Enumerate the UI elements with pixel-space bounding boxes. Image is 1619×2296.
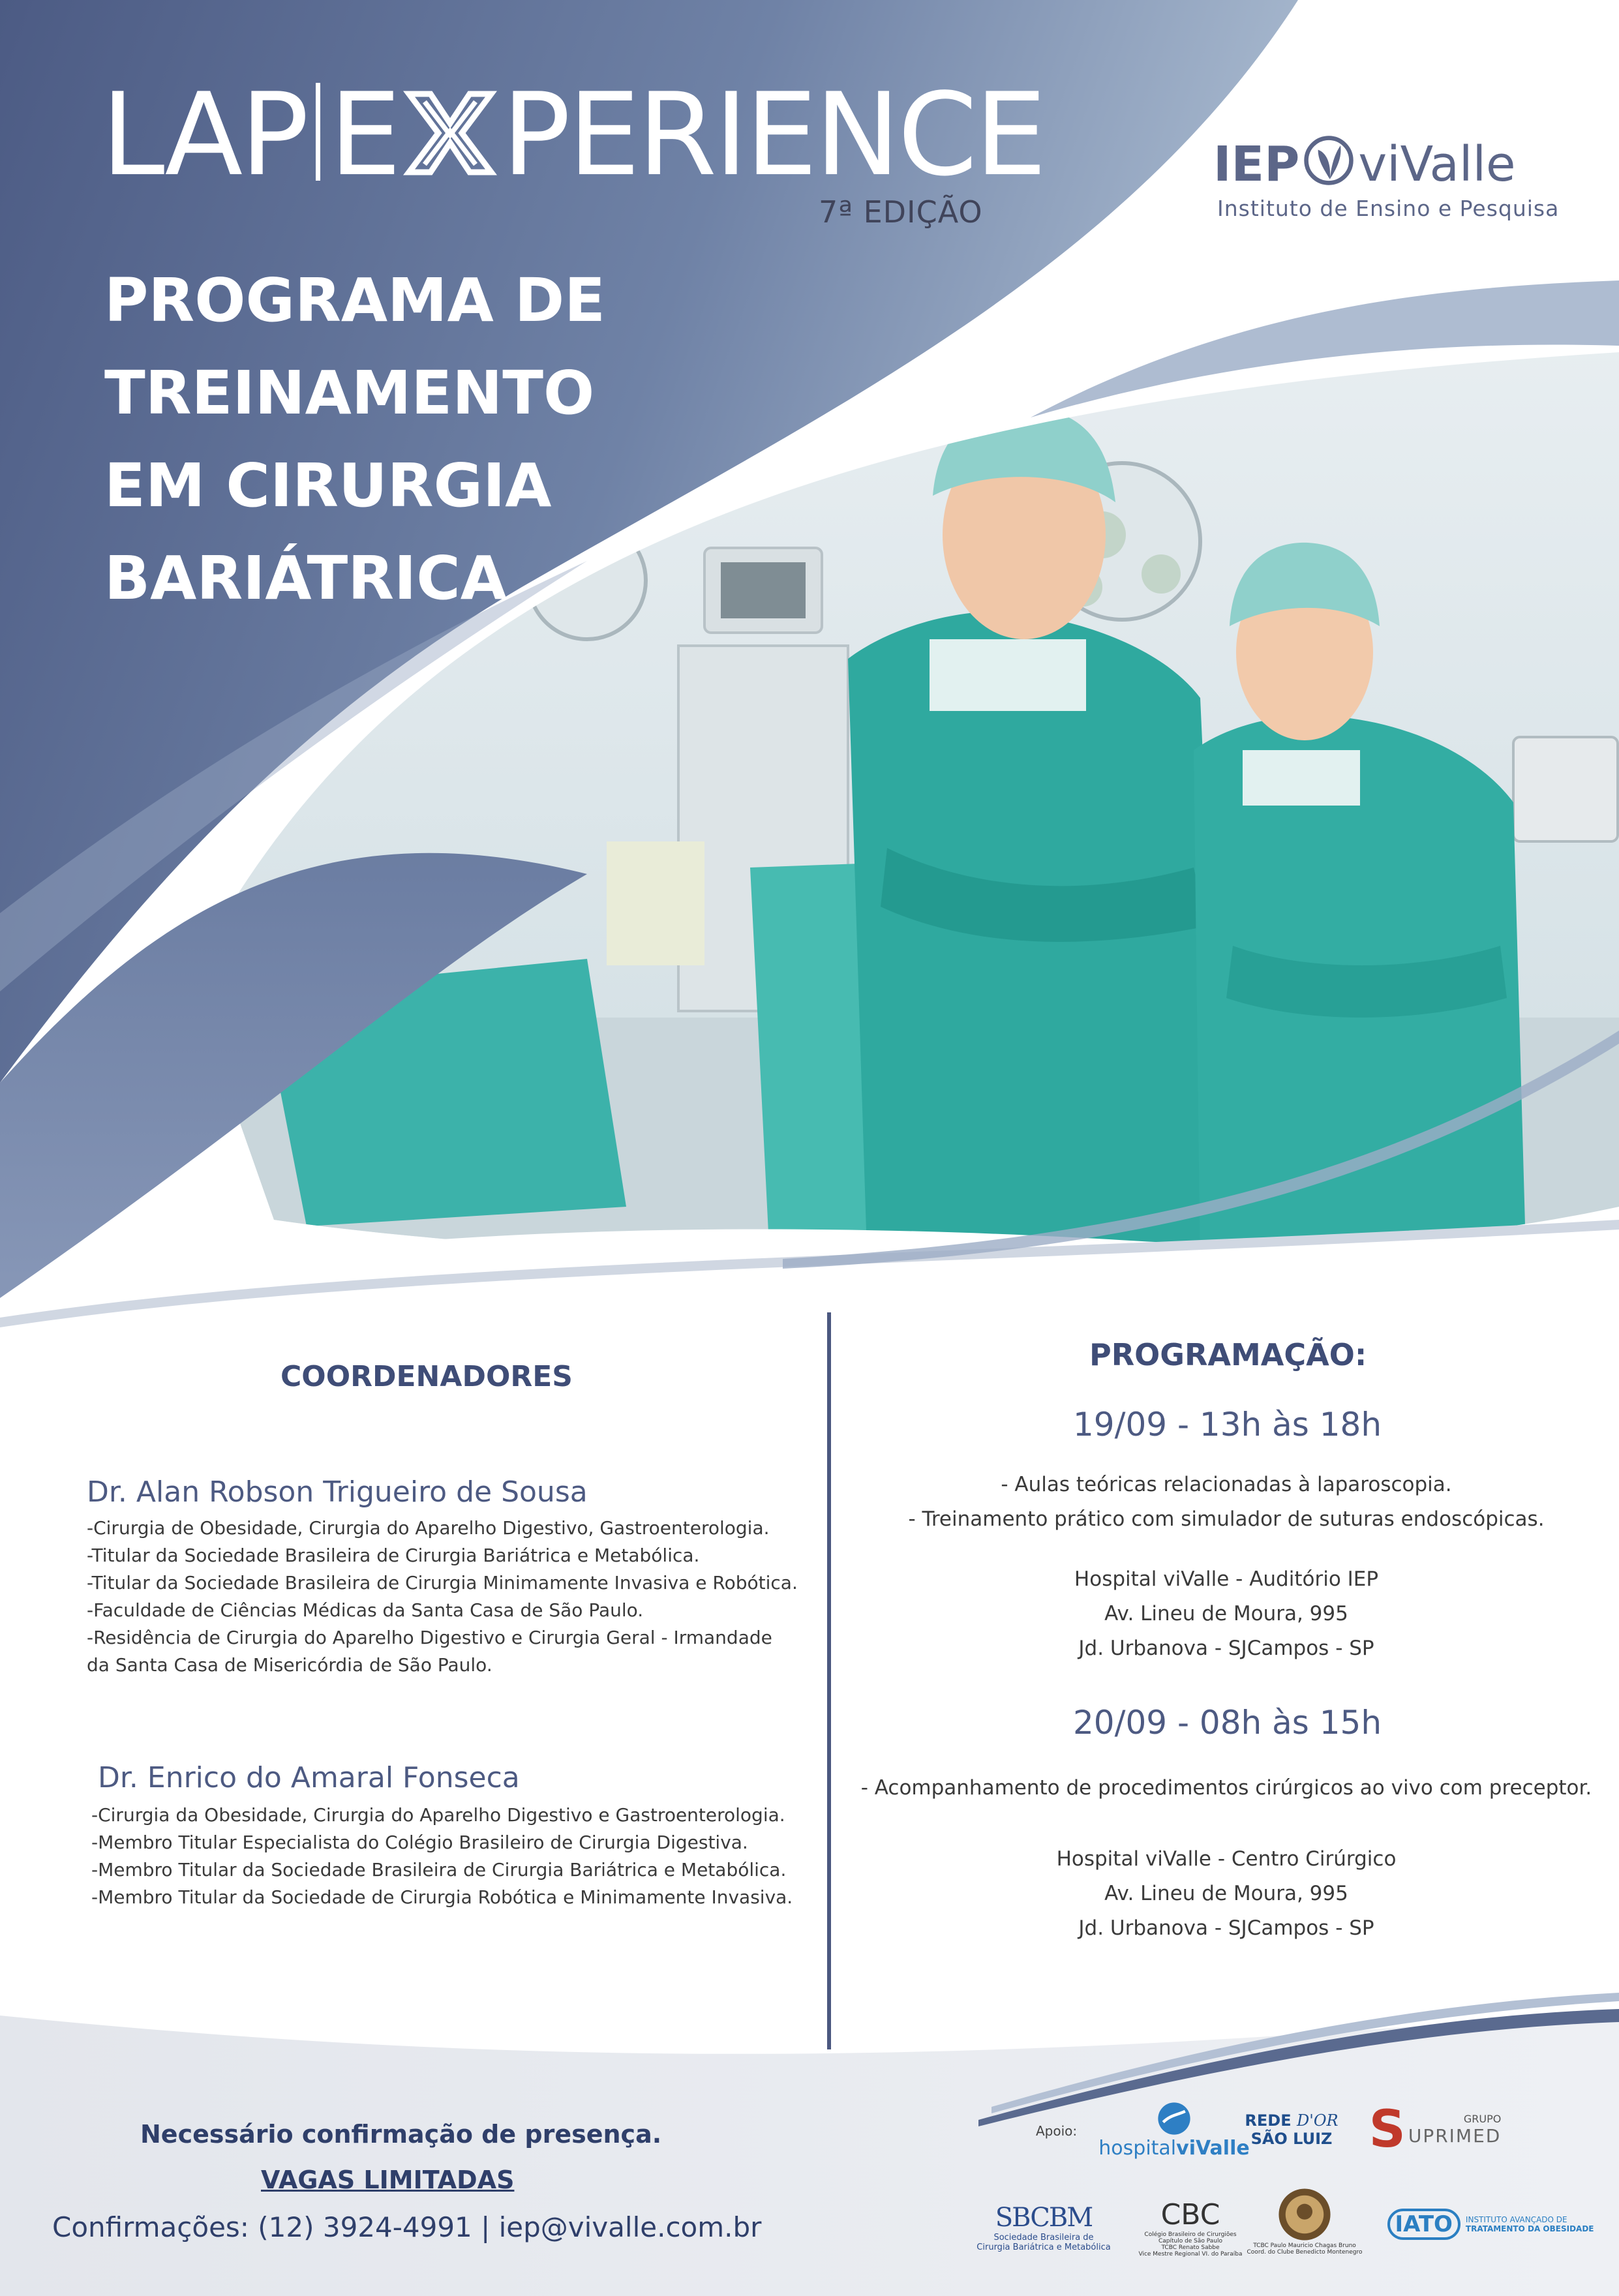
contact-info: Confirmações: (12) 3924-4991 | iep@vivalle.com.br [52,2211,762,2243]
iato-line: TRATAMENTO DA OBESIDADE [1465,2224,1594,2233]
edition-label: 7ª EDIÇÃO [819,194,983,230]
brand-e: E [329,69,399,202]
iato-line: INSTITUTO AVANÇADO DE [1465,2215,1567,2224]
doctor-name: Dr. Enrico do Amaral Fonseca [98,1761,520,1794]
cbc-line: Colégio Brasileiro de Cirurgiões [1144,2231,1237,2238]
clube-montenegro-logo [1247,2172,1363,2270]
credential-line: -Cirurgia da Obesidade, Cirurgia do Aparelho Digestivo e Gastroenterologia. [91,1804,785,1826]
limited-seats-notice: VAGAS LIMITADAS [261,2166,515,2194]
activity-line: - Aulas teóricas relacionadas à laparoscopia. [1001,1473,1452,1496]
title-line: EM CIRURGIA [104,451,552,521]
location-line: Hospital viValle - Centro Cirúrgico [1056,1847,1397,1871]
location-line: Av. Lineu de Moura, 995 [1104,1602,1348,1625]
credential-line: -Faculdade de Ciências Médicas da Santa Casa de São Paulo. [87,1599,644,1621]
credential-line: -Membro Titular da Sociedade de Cirurgia Robótica e Minimamente Invasiva. [91,1886,793,1908]
brand-lap: LAP [101,69,307,202]
seal-icon [1277,2186,1333,2243]
credential-line: -Membro Titular da Sociedade Brasileira de Cirurgia Bariátrica e Metabólica. [91,1859,787,1881]
brand-x-icon [401,84,499,182]
grupo-suprimed-logo [1363,2097,1507,2162]
clube-line: TCBC Paulo Mauricio Chagas Bruno [1253,2243,1356,2249]
credential-line: -Titular da Sociedade Brasileira de Cirurgia Minimamente Invasiva e Robótica. [87,1572,798,1594]
cbc-line: Vice Mestre Regional VI. do Paraíba [1138,2250,1243,2258]
credential-line: -Membro Titular Especialista do Colégio Brasileiro de Cirurgia Digestiva. [91,1832,748,1853]
program-date: 19/09 - 13h às 18h [1073,1406,1382,1443]
credential-line: -Titular da Sociedade Brasileira de Cirurgia Bariátrica e Metabólica. [87,1545,700,1566]
clube-line: Coord. do Clube Benedicto Montenegro [1247,2249,1363,2256]
program-location [868,1562,1585,1666]
vivalle-text: viValle [1358,136,1516,192]
dor-text: D'OR [1296,2111,1339,2130]
coordenadores-heading: COORDENADORES [280,1360,573,1393]
sbcbm-line: Sociedade Brasileira de [993,2233,1094,2243]
program-activities [848,1771,1605,1805]
location-line: Jd. Urbanova - SJCampos - SP [1078,1916,1374,1940]
rede-text: REDE [1245,2111,1292,2130]
vivalle-text: viValle [1176,2136,1250,2160]
suprimed-text: UPRIMED [1408,2125,1502,2147]
activity-line: - Acompanhamento de procedimentos cirúrgicos ao vivo com preceptor. [860,1776,1592,1800]
brand-separator [316,83,320,181]
brand-logo [101,69,1044,202]
doctor-credentials [91,1802,793,1911]
column-divider [827,1312,831,2049]
doctor-name: Dr. Alan Robson Trigueiro de Sousa [87,1475,588,1509]
brand-perience: PERIENCE [502,69,1044,202]
iep-subtitle: Instituto de Ensino e Pesquisa [1217,196,1560,221]
cbc-logo [1132,2188,1249,2267]
program-location [868,1842,1585,1946]
cbc-line: TCBC Renato Sabbe [1161,2244,1220,2251]
apoio-label: Apoio: [1036,2123,1078,2139]
location-line: Hospital viValle - Auditório IEP [1074,1567,1379,1591]
rede-dor-logo [1243,2097,1340,2162]
globe-icon [1156,2100,1192,2137]
sbcbm-logo [978,2192,1109,2263]
cbc-line: Capítulo de São Paulo [1158,2237,1223,2244]
sao-luiz-text: SÃO LUIZ [1250,2130,1333,2148]
location-line: Av. Lineu de Moura, 995 [1104,1882,1348,1905]
hospital-text: hospital [1098,2136,1177,2160]
suprimed-s-mark: S [1369,2100,1406,2159]
doctor-credentials [87,1515,798,1679]
confirmation-notice: Necessário confirmação de presença. [140,2120,662,2149]
sbcbm-mark: SBCBM [995,2203,1093,2233]
credential-line: -Cirurgia de Obesidade, Cirurgia do Aparelho Digestivo, Gastroenterologia. [87,1517,770,1539]
page-title [104,254,789,625]
iato-logo [1383,2198,1598,2250]
location-line: Jd. Urbanova - SJCampos - SP [1078,1637,1374,1660]
activity-line: - Treinamento prático com simulador de suturas endoscópicas. [908,1507,1545,1531]
credential-line: -Residência de Cirurgia do Aparelho Digestivo e Cirurgia Geral - Irmandade [87,1627,772,1648]
hospital-vivalle-logo [1098,2094,1250,2166]
title-line: BARIÁTRICA [104,543,507,613]
leaf-icon [1302,134,1355,187]
grupo-text: GRUPO [1463,2113,1502,2125]
iep-vivalle-logo [1213,134,1560,225]
programacao-heading: PROGRAMAÇÃO: [1089,1337,1367,1372]
sbcbm-line: Cirurgia Bariátrica e Metabólica [976,2243,1111,2252]
program-date: 20/09 - 08h às 15h [1073,1704,1382,1742]
title-line: TREINAMENTO [104,358,595,428]
cbc-mark: CBC [1160,2198,1220,2231]
iato-mark: IATO [1387,2209,1460,2240]
iep-text: IEP [1213,136,1300,192]
program-activities [868,1468,1585,1537]
title-line: PROGRAMA DE [104,265,606,335]
credential-line: da Santa Casa de Misericórdia de São Paulo. [87,1654,492,1676]
